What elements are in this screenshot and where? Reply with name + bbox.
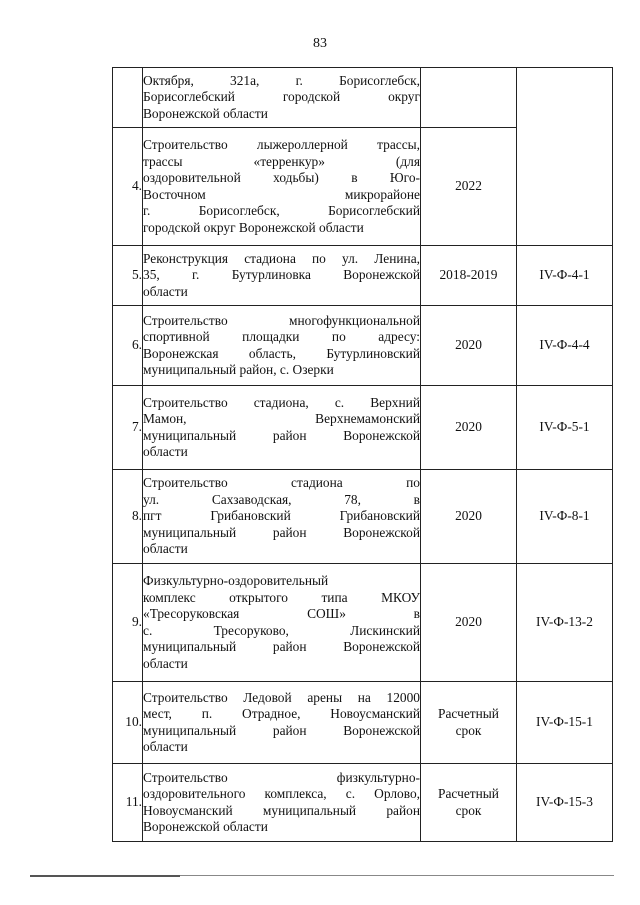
row-code — [517, 68, 613, 246]
row-period: Расчетный срок — [421, 764, 517, 842]
description-line: области — [143, 444, 188, 459]
description-line: Строительство физкультурно- — [143, 769, 420, 785]
row-description — [143, 386, 421, 470]
row-number: 9. — [113, 564, 143, 682]
description-line: муниципальный район Воронежской — [143, 427, 420, 443]
description-line: комплекс открытого типа МКОУ — [143, 589, 420, 605]
row-period: 2020 — [421, 386, 517, 470]
footer-divider-accent — [30, 875, 180, 877]
description-line: с. Тресоруково, Лискинский — [143, 622, 420, 638]
row-code: IV-Ф-15-3 — [517, 764, 613, 842]
description-line: Строительство стадиона по — [143, 475, 420, 491]
row-description — [143, 564, 421, 682]
row-period — [421, 68, 517, 128]
description-line: Воронежская область, Бутурлиновский — [143, 345, 420, 361]
row-number — [113, 68, 143, 128]
row-period: 2018-2019 — [421, 246, 517, 306]
description-line: мест, п. Отрадное, Новоусманский — [143, 706, 420, 721]
row-number: 7. — [113, 386, 143, 470]
row-period: 2020 — [421, 470, 517, 564]
row-code: IV-Ф-4-1 — [517, 246, 613, 306]
description-line: муниципальный район Воронежской — [143, 639, 420, 654]
row-code: IV-Ф-13-2 — [517, 564, 613, 682]
description-line: Воронежской области — [143, 105, 268, 121]
description-line: городской округ Воронежской области — [143, 219, 364, 235]
row-code: IV-Ф-15-1 — [517, 682, 613, 764]
description-line: ул. Сахзаводская, 78, в — [143, 491, 420, 507]
description-line: области — [143, 283, 188, 299]
row-number: 11. — [113, 764, 143, 842]
description-line: Мамон, Верхнемамонский — [143, 411, 420, 426]
description-line: Воронежской области — [143, 819, 268, 834]
objects-table — [112, 67, 613, 842]
row-description — [143, 246, 421, 306]
row-description — [143, 470, 421, 564]
description-line: трассы «терренкур» (для — [143, 153, 420, 169]
description-line: Строительство лыжероллерной трассы, — [143, 137, 420, 152]
page-number: 83 — [313, 36, 327, 51]
table-body — [113, 68, 613, 842]
table-row — [113, 246, 613, 306]
table-row — [113, 306, 613, 386]
description-line: Восточном микрорайоне — [143, 186, 420, 202]
description-line: области — [143, 541, 188, 557]
description-line: области — [143, 739, 188, 754]
row-description — [143, 68, 421, 128]
description-line: Физкультурно-оздоровительный — [143, 573, 329, 588]
table-row — [113, 564, 613, 682]
description-line: пгт Грибановский Грибановский — [143, 508, 420, 524]
description-line: области — [143, 655, 188, 671]
description-line: г. Борисоглебск, Борисоглебский — [143, 203, 420, 218]
table-row — [113, 386, 613, 470]
description-line: спортивной площадки по адресу: — [143, 329, 420, 344]
description-line: Реконструкция стадиона по ул. Ленина, — [143, 250, 420, 266]
row-period: 2022 — [421, 128, 517, 246]
description-line: муниципальный район, с. Озерки — [143, 362, 334, 377]
row-number: 6. — [113, 306, 143, 386]
description-line: «Тресоруковская СОШ» в — [143, 606, 420, 621]
row-period: 2020 — [421, 306, 517, 386]
row-code: IV-Ф-4-4 — [517, 306, 613, 386]
row-code: IV-Ф-5-1 — [517, 386, 613, 470]
description-line: Строительство многофункциональной — [143, 312, 420, 328]
description-line: 35, г. Бутурлиновка Воронежской — [143, 267, 420, 283]
description-line: оздоровительного комплекса, с. Орлово, — [143, 786, 420, 801]
description-line: Строительство Ледовой арены на 12000 — [143, 689, 420, 705]
table-row — [113, 764, 613, 842]
row-code: IV-Ф-8-1 — [517, 470, 613, 564]
row-description — [143, 128, 421, 246]
row-number: 4. — [113, 128, 143, 246]
row-description — [143, 306, 421, 386]
description-line: Новоусманский муниципальный район — [143, 802, 420, 818]
description-line: Октября, 321а, г. Борисоглебск, — [143, 72, 420, 88]
row-period: 2020 — [421, 564, 517, 682]
row-period: Расчетный срок — [421, 682, 517, 764]
description-line: Борисоглебский городской округ — [143, 89, 420, 105]
description-line: муниципальный район Воронежской — [143, 722, 420, 738]
table-row — [113, 470, 613, 564]
row-description — [143, 682, 421, 764]
footer-divider — [30, 875, 614, 876]
row-number: 10. — [113, 682, 143, 764]
table-row — [113, 682, 613, 764]
table-row — [113, 68, 613, 128]
row-number: 5. — [113, 246, 143, 306]
description-line: Строительство стадиона, с. Верхний — [143, 394, 420, 410]
row-description — [143, 764, 421, 842]
row-number: 8. — [113, 470, 143, 564]
description-line: оздоровительной ходьбы) в Юго- — [143, 170, 420, 185]
description-line: муниципальный район Воронежской — [143, 524, 420, 540]
